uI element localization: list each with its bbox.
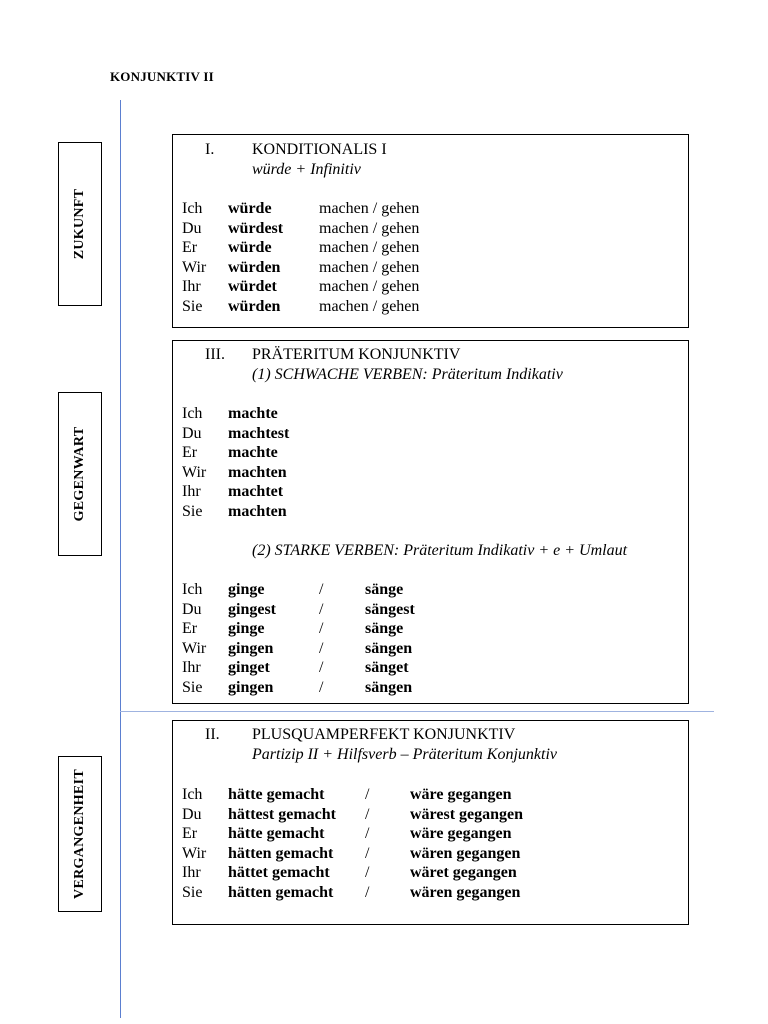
infinitive-cell: machen / gehen xyxy=(319,200,420,217)
pronoun-cell: Wir xyxy=(182,844,207,862)
auxiliary-cell: würden xyxy=(228,258,281,276)
pronoun-cell: Du xyxy=(182,424,202,442)
pronoun-cell: Ich xyxy=(182,200,203,217)
verb-form-gehen-cell: wärest gegangen xyxy=(410,805,524,823)
pronoun-cell: Er xyxy=(182,444,198,462)
verb-form-cell: machten xyxy=(228,463,287,481)
weak-verbs-heading: (1) SCHWACHE VERBEN: Präteritum Indikativ xyxy=(252,365,563,383)
section-subtitle: Partizip II + Hilfsverb – Präteritum Konjunktiv xyxy=(252,745,557,763)
verb-form-singen-cell: sänge xyxy=(365,581,404,598)
pronoun-cell: Ihr xyxy=(182,483,201,501)
infinitive-cell: machen / gehen xyxy=(319,219,420,237)
pronoun-cell: Sie xyxy=(182,884,203,901)
verb-form-gehen-cell: wären gegangen xyxy=(410,884,521,901)
timeline-horizontal-rule xyxy=(120,711,714,712)
verb-form-cell: machtest xyxy=(228,424,290,442)
time-label-future-text: ZUKUNFT xyxy=(72,188,87,260)
panel-praeteritum xyxy=(172,340,689,704)
pronoun-cell: Du xyxy=(182,219,202,237)
auxiliary-cell: würde xyxy=(228,239,272,257)
panel-konditionalis xyxy=(172,134,689,328)
infinitive-cell: machen / gehen xyxy=(319,258,420,276)
time-label-past xyxy=(58,756,102,912)
pronoun-cell: Ihr xyxy=(182,659,201,677)
verb-form-cell: machten xyxy=(228,503,287,520)
verb-form-gehen-cell: gingen xyxy=(228,639,274,657)
pronoun-cell: Ich xyxy=(182,786,203,803)
document-title: KONJUNKTIV II xyxy=(110,69,214,84)
infinitive-cell: machen / gehen xyxy=(319,239,420,257)
verb-form-machen-cell: hättest gemacht xyxy=(228,805,336,823)
separator-cell: / xyxy=(365,884,370,901)
pronoun-cell: Er xyxy=(182,620,198,638)
verb-form-gehen-cell: wäret gegangen xyxy=(410,864,517,882)
verb-form-gehen-cell: gingest xyxy=(228,600,276,618)
verb-form-machen-cell: hätten gemacht xyxy=(228,884,334,901)
section-title: KONDITIONALIS I xyxy=(252,141,387,158)
time-label-future xyxy=(58,142,102,306)
timeline-vertical-rule xyxy=(120,100,121,1018)
time-label-present-text: GEGENWART xyxy=(72,426,87,522)
verb-form-gehen-cell: wäre gegangen xyxy=(410,825,512,843)
section-number: I. xyxy=(205,141,215,158)
auxiliary-cell: würden xyxy=(228,298,281,315)
pronoun-cell: Sie xyxy=(182,298,203,315)
verb-form-machen-cell: hätten gemacht xyxy=(228,844,334,862)
section-title: PRÄTERITUM KONJUNKTIV xyxy=(252,346,461,363)
verb-form-cell: machte xyxy=(228,444,278,462)
auxiliary-cell: würdet xyxy=(228,278,277,296)
verb-form-machen-cell: hättet gemacht xyxy=(228,864,330,882)
separator-cell: / xyxy=(319,581,324,598)
pronoun-cell: Er xyxy=(182,825,198,843)
pronoun-cell: Wir xyxy=(182,463,207,481)
verb-form-machen-cell: hätte gemacht xyxy=(228,786,325,803)
section-title: PLUSQUAMPERFEKT KONJUNKTIV xyxy=(252,726,516,743)
verb-form-gehen-cell: gingen xyxy=(228,679,274,696)
verb-form-singen-cell: sänge xyxy=(365,620,404,638)
infinitive-cell: machen / gehen xyxy=(319,298,420,315)
pronoun-cell: Ihr xyxy=(182,278,201,296)
verb-form-singen-cell: sängen xyxy=(365,639,413,657)
pronoun-cell: Wir xyxy=(182,258,207,276)
verb-form-cell: machte xyxy=(228,405,278,422)
separator-cell: / xyxy=(319,600,324,618)
pronoun-cell: Er xyxy=(182,239,198,257)
separator-cell: / xyxy=(365,786,370,803)
verb-form-gehen-cell: ginget xyxy=(228,659,270,677)
pronoun-cell: Sie xyxy=(182,503,203,520)
section-number: II. xyxy=(205,726,220,743)
pronoun-cell: Wir xyxy=(182,639,207,657)
pronoun-cell: Sie xyxy=(182,679,203,696)
section-subtitle: würde + Infinitiv xyxy=(252,160,361,178)
pronoun-cell: Ich xyxy=(182,405,203,422)
auxiliary-cell: würde xyxy=(228,200,272,217)
verb-form-machen-cell: hätte gemacht xyxy=(228,825,325,843)
verb-form-singen-cell: sängen xyxy=(365,679,413,696)
separator-cell: / xyxy=(365,805,370,823)
panel-plusquamperfekt xyxy=(172,720,689,925)
verb-form-cell: machtet xyxy=(228,483,284,501)
section-number: III. xyxy=(205,346,225,363)
separator-cell: / xyxy=(319,639,324,657)
verb-form-gehen-cell: wäre gegangen xyxy=(410,786,512,803)
pronoun-cell: Ihr xyxy=(182,864,201,882)
pronoun-cell: Du xyxy=(182,600,202,618)
auxiliary-cell: würdest xyxy=(228,219,284,237)
verb-form-gehen-cell: ginge xyxy=(228,620,265,638)
separator-cell: / xyxy=(365,864,370,882)
verb-form-singen-cell: sängest xyxy=(365,600,415,618)
verb-form-gehen-cell: wären gegangen xyxy=(410,844,521,862)
verb-form-singen-cell: sänget xyxy=(365,659,409,677)
separator-cell: / xyxy=(365,825,370,843)
separator-cell: / xyxy=(319,679,324,696)
separator-cell: / xyxy=(319,659,324,677)
strong-verbs-heading: (2) STARKE VERBEN: Präteritum Indikativ + e + Umlaut xyxy=(252,542,628,559)
verb-form-gehen-cell: ginge xyxy=(228,581,265,598)
pronoun-cell: Ich xyxy=(182,581,203,598)
pronoun-cell: Du xyxy=(182,805,202,823)
time-label-present xyxy=(58,392,102,556)
separator-cell: / xyxy=(365,844,370,862)
time-label-past-text: VERGANGENHEIT xyxy=(72,769,87,899)
separator-cell: / xyxy=(319,620,324,638)
infinitive-cell: machen / gehen xyxy=(319,278,420,296)
